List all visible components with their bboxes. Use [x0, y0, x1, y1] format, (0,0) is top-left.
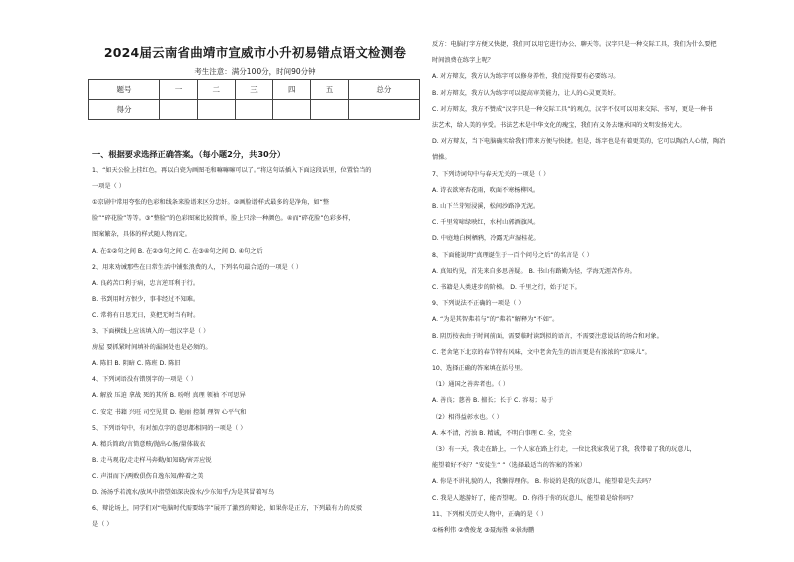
question-line: C. 声泪而下/两败俱伤自逸东知/粹着之美 [92, 472, 204, 480]
question-line: B. 书到用时方恨少，事非经过不知难。 [92, 295, 200, 303]
score-table [88, 79, 420, 120]
question-line: ①杨利伟 ②费俊龙 ③聂海胜 ④景海鹏 [432, 527, 535, 534]
question-line: D. 中庭地白树栖鸦，冷露无声湿桂花。 [432, 235, 540, 243]
question-line: B. 对方辩友，我方认为练字可以提高审美能力，让人的心灵更美好。 [432, 89, 620, 97]
question-line: 脸”“碎花脸”等等。③“整脸”的色彩图案比较简单，脸上只涂一种颜色。④而“碎花脸”色彩多样， [92, 215, 355, 223]
question-line: （2）相得益彰水也。（ ） [432, 413, 503, 421]
question-line: C. 常将有日思无日，莫把无时当有时。 [92, 311, 200, 319]
question-line: C. 对方辩友，我方不赞成“汉字只是一种交际工具”的观点，汉字不仅可以用来交际、书写，更是一种书 [432, 105, 713, 113]
score-header-cell: 二 [197, 80, 235, 100]
question-line: C. 安定 书籍 兴旺 司空见贯 D. 艳丽 控制 理智 心平气和 [92, 408, 247, 416]
question-line: C. 书籍是人类进步的阶梯。 D. 千里之行，始于足下。 [432, 284, 581, 291]
score-header-cell: 题号 [89, 80, 160, 100]
question-line: A. 本不清，污浊 B. 精诚，不明白事理 C. 全，完全 [432, 429, 572, 437]
question-line: ①京剧中常用夸张的色彩和线条来脸谱来区分忠奸。②画脸谱样式最多的是净角，如“整 [92, 199, 330, 207]
question-line: C. 千里莺啼绿映红，水村山郭酒旗风。 [432, 219, 540, 227]
question-line: A. 解放 压迫 拿战 死的其所 B. 吩咐 真理 领袖 不可思异 [92, 392, 246, 400]
question-line: A. 在①②句之间 B. 在②③句之间 C. 在③④句之间 D. ④句之后 [92, 247, 263, 255]
score-header-cell: 一 [160, 80, 198, 100]
score-cell[interactable] [160, 100, 198, 120]
question-line: （1）通国之善弈者也。（ ） [432, 381, 510, 389]
question-line: 9、下列说法不正确的一项是（ ） [432, 300, 525, 308]
score-header-cell: 总分 [348, 80, 419, 100]
question-line: A. 对方辩友，我方认为练字可以修身养性，我们觉得要有必要练习。 [432, 73, 620, 81]
question-line: D. 汤汤乎若流水/放风中指望如深决泼水/少东知乎/为是其冒着写鸟 [92, 489, 275, 496]
question-line: 4、下列词语没有错别字的一项是（ ） [92, 376, 197, 384]
question-line: A. 善良；慈善 B. 擅长；长于 C. 容易；易于 [432, 397, 554, 405]
score-cell[interactable] [197, 100, 235, 120]
score-header-cell: 五 [311, 80, 349, 100]
question-line: 情操。 [432, 154, 451, 162]
question-line: D. 对方辩友，当下电脑确实给我们带来方便与快捷。但是，练字也是有着更美的，它可以陶冶人心情，陶冶 [432, 138, 726, 146]
question-line: B. 走马观花/走走样马奔勤/如知晓/害弄应锐 [92, 456, 212, 464]
exam-note: 考生注意：满分100分，时间90分钟 [194, 67, 316, 76]
question-line: A. 精兵简政/言简意赅/抛出心肠/量体裁衣 [92, 440, 206, 448]
question-line: 房屋 要抓紧时间填补的漏洞处也是必须的。 [92, 344, 212, 352]
question-line: 7、下列诗词句中与春天无关的一项是（ ） [432, 170, 550, 178]
question-line: 反方：电脑打字方便又快捷，我们可以用它进行办公、聊天等。汉字只是一种交际工具，我们为什么要把 [432, 41, 717, 48]
question-line: C. 老舍笔下北京的春节特有风味，文中老舍先生的语言更是有浓浓的“京味儿”。 [432, 348, 651, 356]
question-line: C. 我是人遨游好了，能否望呢。 D. 你得于你的玩意儿，能望着是给你吗？ [432, 494, 637, 502]
score-row-label: 得分 [89, 100, 160, 120]
question-line: B. 山下兰芽短浸溪，松间沙路净无泥。 [432, 203, 540, 210]
question-line: 8、下面能说明“真理诞生于一百个问号之后”的名言是（ ） [432, 251, 593, 259]
question-line: 法艺术，给人美的享受。书法艺术是中华文化的瑰宝，我们有义务去继承国的文明发扬光大。 [432, 122, 686, 129]
question-line: 5、下列语句中，有对加点字的意思都相同的一项是（ ） [92, 424, 247, 432]
question-line: 3、下面横线上应该填入的一组汉字是（ ） [92, 328, 210, 335]
question-line: 11、下列相关历史人物中，正确的是（ ） [432, 510, 548, 518]
question-line: A. 陈旧 B. 阴暗 C. 陈班 D. 陈旧 [92, 360, 181, 368]
question-line: 1、“如天公脸上挂红色，再以白瓷为画图毛和嘛嘛嘛可以了。”将这句话插入下面这段话里，位置恰当的 [92, 167, 372, 174]
question-line: A. 良药苦口利于病，忠言逆耳利于行。 [92, 279, 200, 287]
question-line: 是（ ） [92, 521, 113, 529]
score-header-cell: 三 [235, 80, 273, 100]
question-line: （3）有一天，我走在路上，一个人家在路上行走，一位比我家我见了我，我带着了我的玩意儿， [432, 446, 696, 453]
question-line: 时间浪费在练字上呢？ [432, 57, 494, 65]
score-header-cell: 四 [273, 80, 311, 100]
question-line: 图案繁杂，具体的样式随人物而定。 [92, 231, 191, 239]
question-line: 10、选择正确的答案填在括号里。 [432, 365, 527, 372]
score-header-row [89, 80, 420, 100]
question-line: A. “为是其智弗若与”的“弗若”解释为“不如”。 [432, 316, 559, 324]
score-cell[interactable] [311, 100, 349, 120]
question-line: 一项是（ ） [92, 183, 125, 191]
question-line: 能望着好不好？”安徒生“ ”（选择最适当的答案的答案） [432, 462, 586, 470]
score-cell[interactable] [235, 100, 273, 120]
score-cell[interactable] [273, 100, 311, 120]
page-title: 2024届云南省曲靖市宣威市小升初易错点语文检测卷 [103, 45, 407, 60]
question-line: A. 诗衣欲寒杏花雨，吹面不寒杨柳风。 [432, 186, 540, 194]
question-line: B. 阴历按表由于时间前面，需要临时读到拟的语言，不需要注意说话的场合和对象。 [432, 332, 663, 340]
score-value-row [89, 100, 420, 120]
score-cell[interactable] [348, 100, 419, 120]
section-heading: 一、根据要求选择正确答案。（每小题2分，共30分） [92, 149, 286, 159]
question-line: A. 你是不讲礼貌的人，我懒得理你。 B. 你说的是我的玩意儿，能望着是失去吗？ [432, 478, 655, 486]
question-line: 2、用来劝诫那些在日常生活中铺张浪费的人，下列名句最合适的一项是（ ） [92, 263, 303, 271]
question-line: A. 真知灼见，首先来自多思善疑。 B. 书山有路勤为径，学海无涯苦作舟。 [432, 267, 636, 275]
question-line: 6、辩论场上，同学们对“电脑时代需要练字”展开了激烈的辩论，如果你是正方，下列最有力的反驳 [92, 505, 363, 513]
